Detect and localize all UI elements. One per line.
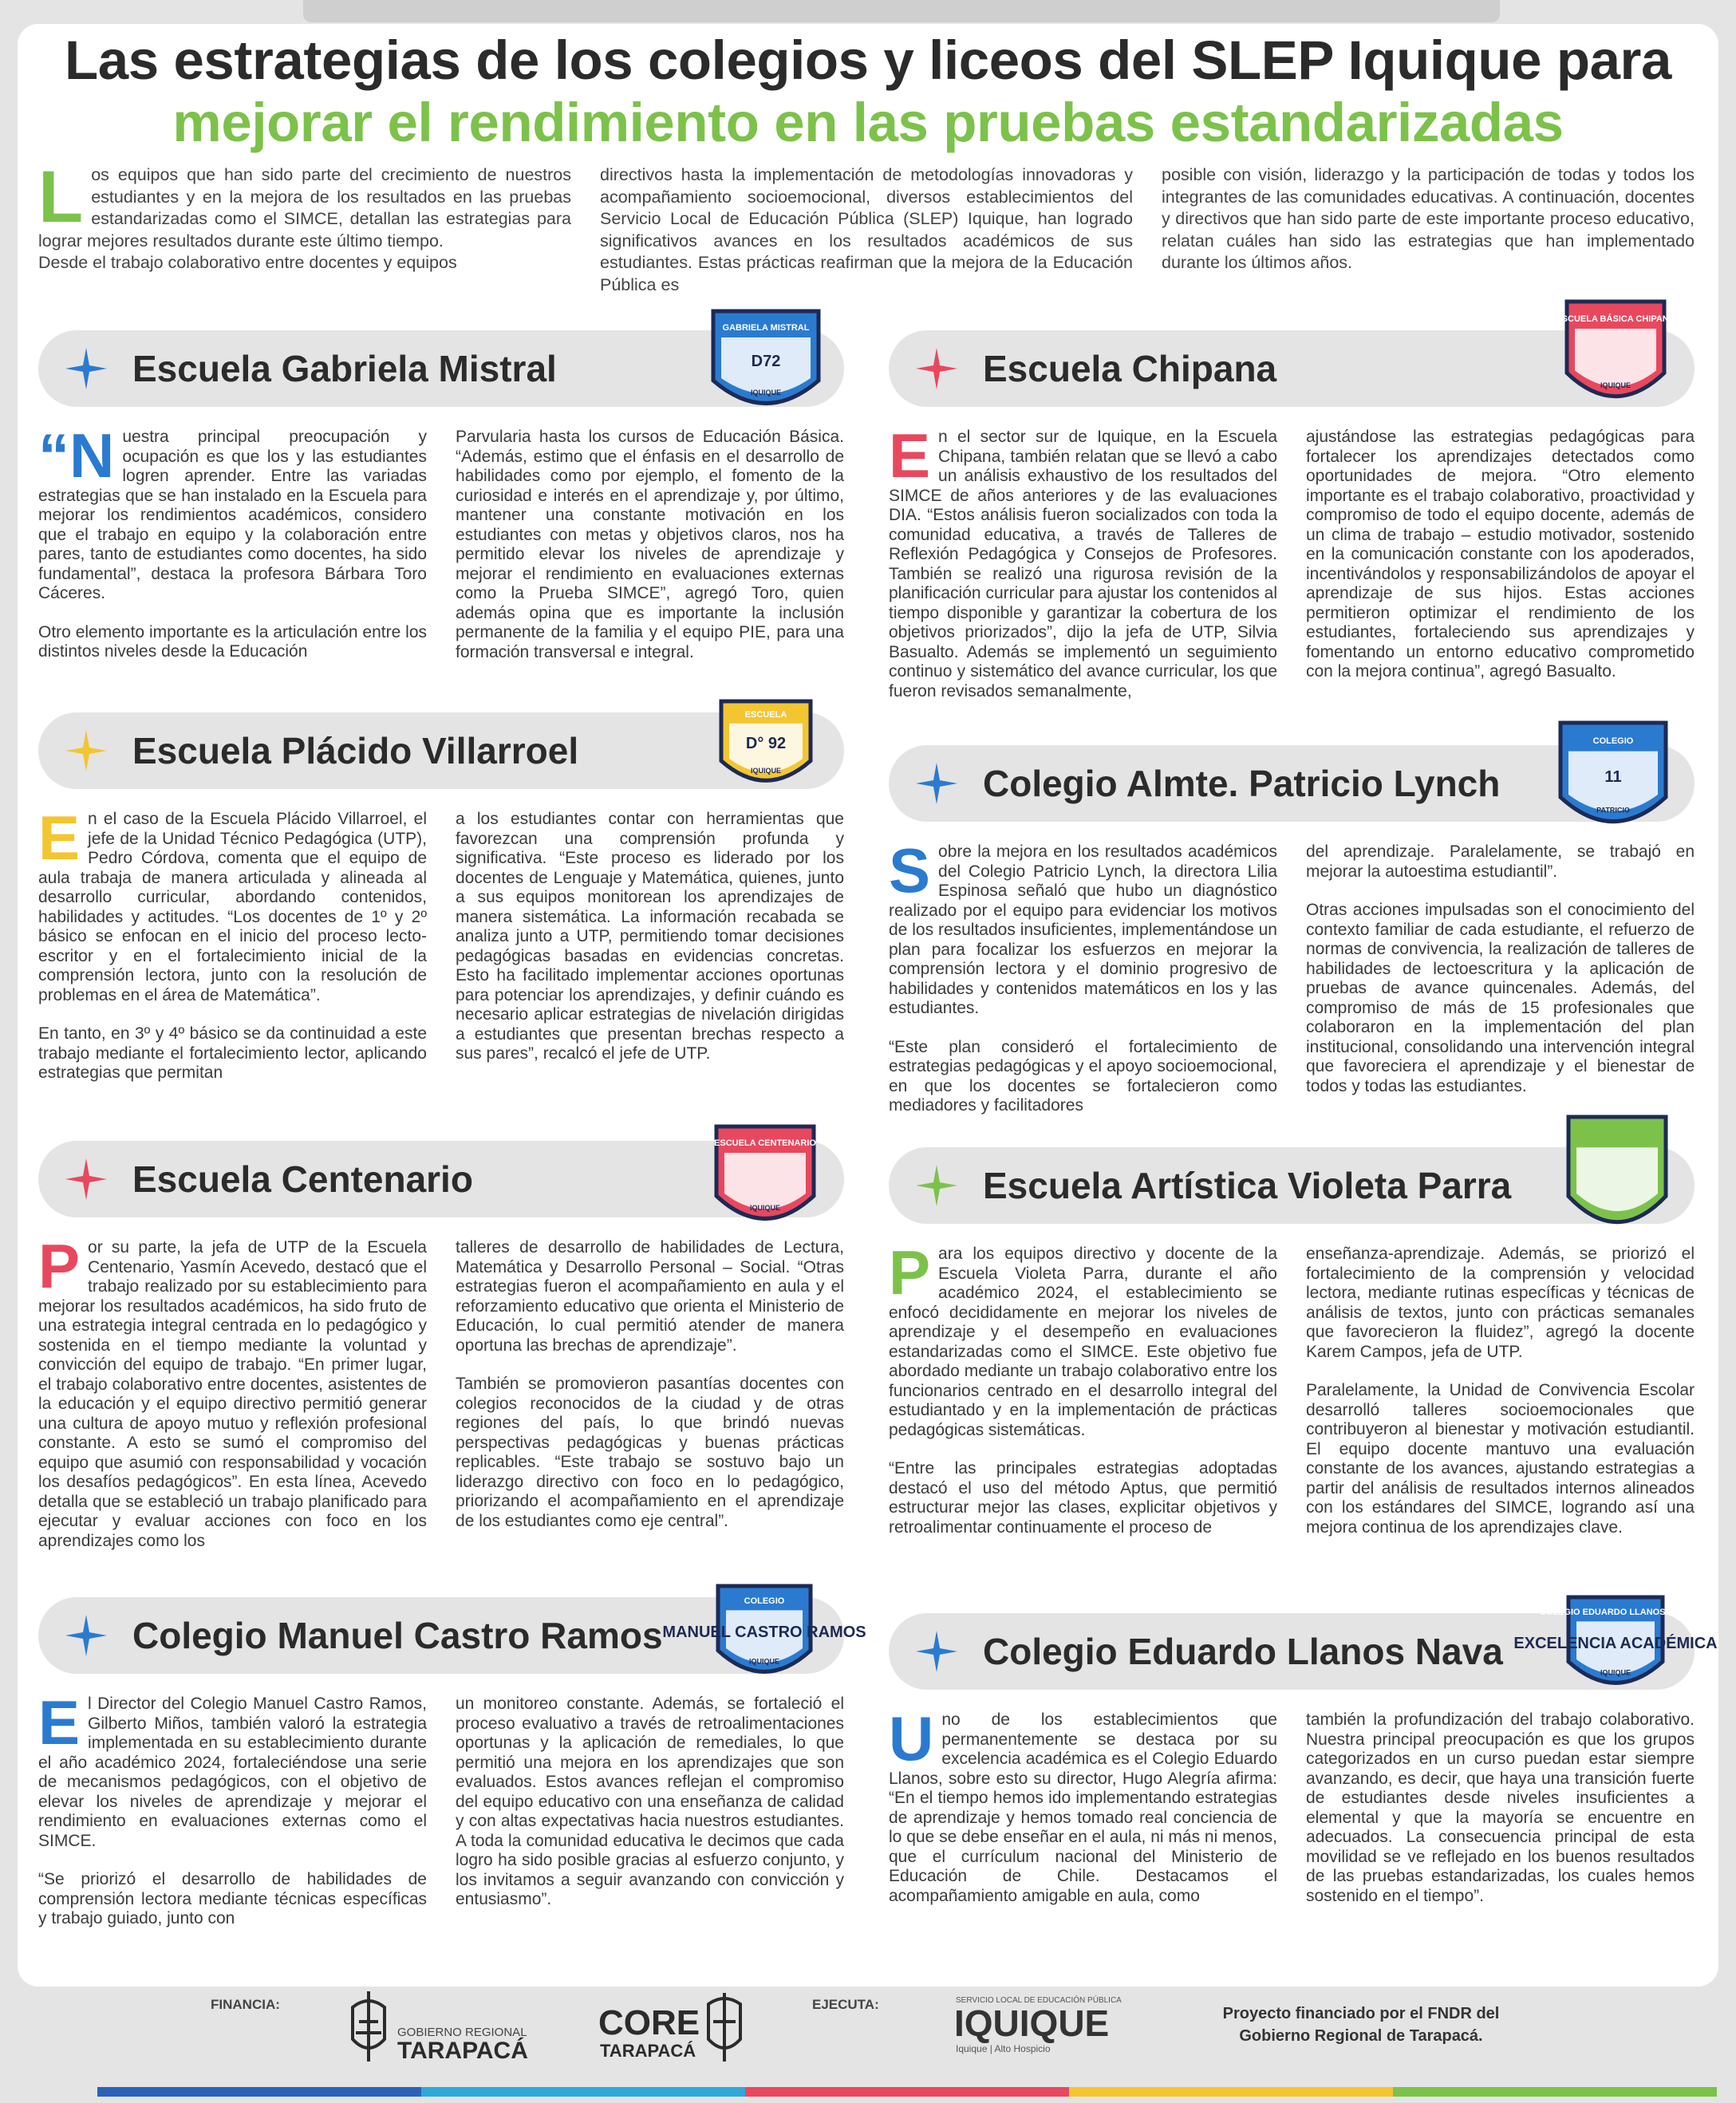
gore-tarapaca-logo <box>345 1990 552 2066</box>
paragraph-text: n el caso de la Escuela Plácido Villarroel, el jefe de la Unidad Técnico Pedagógica (UTP), Pedro Córdova, comenta que el equipo de aula trabaja de manera articulada y alineada al desarrollo curricular, abordando contenidos, habilidades y actitudes. “Los docentes de 1º y 2º básico se enfocan en el inicio del proceso lecto-escritor y en el fortalecimiento inicial de la comprensión lectora, junto con la resolución de problemas en el área de Matemática”. <box>38 810 427 1004</box>
core-small-text: TARAPACÁ <box>600 2041 696 2061</box>
crest-text-mid: D° 92 <box>745 735 787 752</box>
intro-paragraph-1: os equipos que han sido parte del crecimiento de nuestros estudiantes y en la mejora de los resultados en las pruebas estandarizadas como el SIMCE, detallan las estrategias para lograr mejores resultados durante este último tiempo. <box>38 165 571 251</box>
article-column-2 <box>1306 842 1695 1135</box>
crest-text-top: COLEGIO <box>1592 736 1634 746</box>
headline-line-1: Las estrategias de los colegios y liceos del SLEP Iquique para <box>64 30 1671 91</box>
intro-paragraph-4: posible con visión, liderazgo y la participación de todas y todos los integrantes de las comunidades educativas. A continuación, docentes y directivos que han sido parte de este importante proceso educativo, relatan cuáles han sido las estrategias que han implementado durante los últimos años. <box>1162 165 1695 272</box>
slep-big-text: IQUIQUE <box>954 2002 1110 2044</box>
stripe-segment <box>421 2087 745 2097</box>
crest-shield-icon <box>710 306 822 426</box>
article-paragraph: Parvularia hasta los cursos de Educación Básica. “Además, estimo que el énfasis en el desarrollo de habilidades como por ejemplo, el fomento de la curiosidad e interés en el aprendizaje y, por último, mantener una constante motivación en los estudiantes con metas y objetivos claros, nos ha permitido elevar los niveles de aprendizaje y mejorar el rendimiento en evaluaciones externas como la Prueba SIMCE”, agregó Toro, quien además opina que es importante la inclusión permanente de la familia y el equipo PIE, para una formación transversal e integral. <box>456 428 844 661</box>
star-icon <box>65 1158 107 1200</box>
article-column-1 <box>889 1237 1277 1557</box>
school-logo-crest-icon <box>1556 297 1675 420</box>
intro-column-2 <box>600 164 1133 296</box>
crest-text-bottom: IQUIQUE <box>750 767 782 775</box>
crest-text-top: ESCUELA BÁSICA CHIPANA <box>1556 314 1675 324</box>
financia-label: FINANCIA: <box>211 1997 280 2012</box>
dropcap-char: U <box>889 1703 934 1774</box>
article-paragraph: del aprendizaje. Paralelamente, se trabajó en mejorar la autoestima estudiantil”. <box>1306 842 1695 881</box>
article-body <box>889 420 1695 720</box>
crest-text-top: COLEGIO EDUARDO LLANOS NAVA <box>1539 1608 1692 1617</box>
dropcap-char: P <box>38 1231 81 1301</box>
article-paragraph <box>38 1231 427 1551</box>
intro-dropcap: L <box>38 156 84 238</box>
article-paragraph <box>889 1237 1277 1440</box>
intro-column-3 <box>1162 164 1695 296</box>
crest-text-top: COLEGIO <box>744 1596 785 1606</box>
crest-text-top: ESCUELA CENTENARIO <box>714 1138 816 1148</box>
star-icon <box>916 1165 957 1206</box>
dropcap-letter <box>889 1703 934 1774</box>
article-paragraph: Paralelamente, la Unidad de Convivencia Escolar desarrolló talleres socioemocionales que contribuyeron al bienestar y motivación estudiantil. El equipo docente mantuvo una evaluación constante de los avances, ajustando estrategias a partir del análisis de resultados internos alineados con los estándares del SIMCE, logrando así una mejora continua de los aprendizajes clave. <box>1306 1381 1695 1537</box>
dropcap-char: E <box>38 803 81 873</box>
article-paragraph: Otras acciones impulsadas son el conocimiento del contexto familiar de cada estudiante, el refuerzo de normas de convivencia, la realización de talleres de habilidades de lectoescritura y la aplicación de pruebas de avance quincenales. Además, del compromiso de más de 15 profesionales que colaboraron en la implementación del plan institucional, consolidando una intervención integral que favoreciera el aprendizaje y el bienestar de todos y todas las estudiantes. <box>1306 901 1695 1095</box>
crest-text-top: GABRIELA MISTRAL <box>722 323 810 333</box>
stripe-segment <box>97 2087 421 2097</box>
article-paragraph <box>889 1038 1277 1116</box>
star-icon <box>65 348 107 389</box>
dropcap-letter <box>889 835 931 906</box>
school-logo-crest-icon <box>710 306 822 426</box>
article-column-1 <box>889 1703 1277 1925</box>
article-paragraph: ajustándose las estrategias pedagógicas para fortalecer los aprendizajes detectados como oportunidades de mejora. “Otro elemento importante es el trabajo colaborativo, proactividad y compromiso de todo el equipo docente, además de un clima de trabajo – estudio motivador, sostenido en la comunicación constante con los apoderados, incentivándolos y responsabilizándolos de apoyar el aprendizaje de sus hijos. Estas acciones permitieron optimizar el rendimiento de los estudiantes, fortaleciendo sus aprendizajes y fomentando un entorno educativo comprometido con la mejora continua”, agregó Basualto. <box>1306 428 1695 681</box>
paragraph-text: En tanto, en 3º y 4º básico se da continuidad a este trabajo mediante el fortalecimiento lector, aplicando estrategias que permitan <box>38 1024 427 1082</box>
crest-text-mid: 11 <box>1604 768 1622 786</box>
dropcap-prefix: “ <box>38 420 69 491</box>
color-stripe <box>97 2087 1717 2097</box>
article-body <box>889 835 1695 1135</box>
article-column-1 <box>38 803 427 1103</box>
article-column-2 <box>456 1695 844 1948</box>
paragraph-text: or su parte, la jefa de UTP de la Escuela Centenario, Yasmín Acevedo, destacó que el trabajo realizado por su establecimiento para mejorar los resultados académicos, ha sido fruto de una estrategia integral centrada en lo pedagógico y sostenida en el tiempo mediante la voluntad y convicción del equipo de trabajo. “En primer lugar, el trabajo colaborativo entre docentes, asistentes de la educación y el equipo directivo permitió generar una cultura de apoyo mutuo y reflexión profesional constante. A esto se sumó el compromiso del equipo que asumió con responsabilidad y vocación los desafíos pedagógicos”. En esta línea, Acevedo detalla que se estableció un trabajo planificado para ejecutar y evaluar acciones con foco en los aprendizajes como los <box>38 1238 427 1550</box>
article-body <box>889 1237 1695 1557</box>
crest-shield-icon <box>1557 718 1669 846</box>
article-column-1 <box>889 835 1277 1135</box>
crest-shield-icon <box>662 1581 866 1693</box>
star-icon <box>916 1631 957 1672</box>
paragraph-text: obre la mejora en los resultados académicos del Colegio Patricio Lynch, la directora Lilia Espinosa señaló que hubo un diagnóstico realizado por el equipo para evidenciar los motivos de los resultados insuficientes, implementándose un plan para focalizar los esfuerzos en mejorar la comprensión lectora y el dominio progresivo de habilidades y contenidos matemáticos en los y las estudiantes. <box>889 842 1277 1017</box>
article-paragraph: enseñanza-aprendizaje. Además, se priorizó el fortalecimiento de la comprensión y velocidad lectora, mediante rutinas específicas y técnicas de análisis de textos, junto con prácticas semanales que favorecieron la fluidez”, agregó la docente Karem Campos, jefa de UTP. <box>1306 1245 1695 1361</box>
crest-shield-icon <box>1556 297 1675 420</box>
school-section-7 <box>38 1596 866 1948</box>
gore-crest-icon <box>353 1991 385 2062</box>
article-paragraph <box>38 1024 427 1083</box>
school-section-4 <box>889 736 1695 1135</box>
article-body <box>38 1687 844 1948</box>
dropcap-letter <box>38 1687 81 1758</box>
school-name: Escuela Centenario <box>132 1158 473 1200</box>
article-column-1 <box>38 1231 427 1570</box>
article-paragraph <box>38 623 427 662</box>
crest-text-mid: D72 <box>751 353 781 370</box>
dropcap-letter <box>889 420 931 491</box>
school-section-1 <box>38 323 844 681</box>
slep-small-text: SERVICIO LOCAL DE EDUCACIÓN PÚBLICA <box>956 1996 1122 2005</box>
dropcap-char: E <box>889 420 931 491</box>
paragraph-text: “Entre las principales estrategias adoptadas destacó el uso del método Aptus, que permitió estructurar mejor las clases, explicitar objetivos y retroalimentar continuamente el proceso de <box>889 1459 1277 1537</box>
star-icon <box>916 763 957 804</box>
paragraph-text: l Director del Colegio Manuel Castro Ramos, Gilberto Miños, también valoró la estrategia implementada en su establecimiento durante el año académico 2024, fortaleciéndose una serie de mecanismos pedagógicos, con el objetivo de elevar los niveles de aprendizaje y mejorar el rendimiento en evaluaciones externas como el SIMCE. <box>38 1695 427 1850</box>
paragraph-text: n el sector sur de Iquique, en la Escuela Chipana, también relatan que se llevó a cabo un análisis exhaustivo de los resultados del SIMCE de años anteriores y de las evaluaciones DIA. “Estos análisis fueron socializados con toda la comunidad educativa, a través de Talleres de Reflexión Pedagógica y Consejos de Profesores. También se realizó una rigurosa revisión de la planificación curricular para ajustar los contenidos al tiempo disponible y garantizar la cobertura de los objetivos priorizados”, dijo la jefa de UTP, Silvia Basualto. Además se implementó un seguimiento continuo y sistemático del avance curricular, los que fueron revisados semanalmente, <box>889 428 1277 700</box>
crest-text-bottom: IQUIQUE <box>1600 381 1631 389</box>
school-name: Colegio Almte. Patricio Lynch <box>983 763 1501 804</box>
stripe-segment <box>1069 2087 1393 2097</box>
article-column-2 <box>1306 1245 1695 1557</box>
article-paragraph: también la profundización del trabajo colaborativo. Nuestra principal preocupación es que los grupos categorizados en un curso puedan estar siempre avanzando, es decir, que haya una transición fuerte de estudiantes desde niveles insuficientes a elemental y que la mayoría se encuentre en adecuados. La consecuencia principal de esta movilidad se ve reflejado en los buenos resultados de las pruebas estandarizadas, los cuales hemos sostenido en el tiempo”. <box>1306 1710 1695 1905</box>
article-column-1 <box>38 420 427 681</box>
crest-text-bottom: IQUIQUE <box>749 1204 781 1212</box>
school-logo-crest-icon <box>662 1581 866 1693</box>
crest-shield-icon <box>1513 1592 1718 1704</box>
paragraph-text: ara los equipos directivo y docente de la Escuela Violeta Parra, durante el año académico 2024, el establecimiento se enfocó decididamente en mejorar los niveles de aprendizaje y el desempeño en evaluaciones estandarizadas como el SIMCE. Este objetivo fue abordado mediante un trabajo colaborativo entre los funcionarios centrado en el desarrollo integral del estudiantado y en la implementación de prácticas pedagógicas sistemáticas. <box>889 1245 1277 1439</box>
school-name: Colegio Manuel Castro Ramos <box>132 1615 663 1656</box>
dropcap-char: N <box>69 420 115 491</box>
crest-shield-icon <box>1565 1112 1669 1248</box>
paragraph-text: no de los establecimientos que permanentemente se destaca por su excelencia académica es el Colegio Eduardo Llanos, sobre esto su director, Hugo Alegría afirma: “En el tiempo hemos ido implementando estrategias de aprendizaje y hemos tomado real conciencia de lo que se debe enseñar en el aula, ni más ni menos, que el currículum nacional del Ministerio de Educación de Chile. Destacamos el acompañamiento amigable en aula, como <box>889 1710 1277 1905</box>
school-section-8 <box>889 1608 1718 1925</box>
school-logo-crest-icon <box>713 1122 817 1241</box>
gore-small-text: GOBIERNO REGIONAL <box>397 2026 527 2039</box>
stripe-segment <box>1393 2087 1717 2097</box>
school-section-2 <box>889 314 1695 720</box>
gore-big-text: TARAPACÁ <box>397 2038 528 2064</box>
crest-text-mid: MANUEL CASTRO RAMOS <box>662 1624 866 1641</box>
article-body <box>38 803 844 1103</box>
article-column-2 <box>1306 428 1695 720</box>
crest-text-bottom: PATRICIO <box>1596 806 1630 815</box>
slep-iquique-logo <box>954 1991 1162 2068</box>
school-logo-crest-icon <box>1513 1592 1718 1704</box>
article-column-1 <box>38 1687 427 1948</box>
ejecuta-label: EJECUTA: <box>812 1997 879 2012</box>
school-name: Escuela Gabriela Mistral <box>132 348 557 389</box>
school-logo-crest-icon <box>1557 718 1669 846</box>
school-logo-crest-icon <box>718 696 814 800</box>
article-paragraph <box>889 1703 1277 1906</box>
school-section-6 <box>889 1147 1695 1557</box>
intro-text <box>38 156 1695 296</box>
star-icon <box>65 730 107 771</box>
school-section-5 <box>38 1138 844 1570</box>
core-big-text: CORE <box>598 2003 700 2042</box>
star-icon <box>65 1615 107 1656</box>
article-body <box>38 1231 844 1570</box>
dropcap-char: E <box>38 1687 81 1758</box>
crest-text-bottom: IQUIQUE <box>750 389 782 397</box>
paragraph-text: uestra principal preocupación y ocupación es que los y las estudiantes logren aprender. Entre las variadas estrategias que se han instalado en la Escuela para mejorar los rendimientos académicos, considero que el trabajo en equipo y la colaboración entre pares, tanto de estudiantes como docentes, ha sido fundamental”, destaca la profesora Bárbara Toro Cáceres. <box>38 428 427 602</box>
intro-paragraph-2: Desde el trabajo colaborativo entre docentes y equipos <box>38 253 457 272</box>
star-icon <box>916 348 957 389</box>
article-column-2 <box>1306 1710 1695 1925</box>
school-logo-crest-icon <box>1565 1112 1669 1248</box>
top-strip <box>303 0 1500 22</box>
school-name: Escuela Chipana <box>983 348 1277 389</box>
paragraph-text: Otro elemento importante es la articulación entre los distintos niveles desde la Educación <box>38 622 427 661</box>
paragraph-text: “Este plan consideró el fortalecimiento de estrategias pedagógicas y el apoyo socioemocional, en que los docentes se fortalecieron como mediadores y facilitadores <box>889 1037 1277 1115</box>
article-paragraph: a los estudiantes contar con herramientas que favorezcan una comprensión profunda y significativa. “Este proceso es liderado por los docentes de Lenguaje y Matemática, quienes, junto a sus equipos monitorean los aprendizajes de manera sistemática. La información recabada se analiza junto a UTP, permitiendo tomar decisiones pedagógicas basadas en evidencias concretas. Esto ha facilitado implementar acciones oportunas para potenciar los aprendizajes, y definir cuándo es necesario aplicar estrategias de nivelación dirigidas a estudiantes que presentan brechas respecto a sus pares”, recalcó el jefe de UTP. <box>456 810 844 1063</box>
school-name: Colegio Eduardo Llanos Nava <box>983 1631 1503 1672</box>
fndr-note: Proyecto financiado por el FNDR del Gobierno Regional de Tarapacá. <box>1222 2005 1500 2045</box>
article-column-1 <box>889 420 1277 720</box>
article-paragraph: talleres de desarrollo de habilidades de Lectura, Matemática y Desarrollo Personal – Social. “Otras estrategias fueron el acompañamiento en aula y el reforzamiento educativo que orienta el Ministerio de Educación, lo cual permitió atender de manera oportuna las brechas de aprendizaje”. <box>456 1238 844 1355</box>
article-paragraph <box>38 803 427 1005</box>
article-column-2 <box>456 810 844 1103</box>
crest-text-bottom: IQUIQUE <box>1600 1668 1631 1677</box>
dropcap-letter <box>38 420 115 491</box>
article-body <box>889 1703 1695 1925</box>
school-name: Escuela Artística Violeta Parra <box>983 1165 1512 1206</box>
dropcap-letter <box>38 1231 81 1301</box>
article-paragraph <box>889 420 1277 701</box>
crest-text-mid: EXCELENCIA ACADÉMICA <box>1513 1635 1718 1652</box>
article-paragraph: También se promovieron pasantías docentes con colegios reconocidos de la ciudad y de otras regiones del país, lo que brindó nuevas perspectivas pedagógicas y buenas prácticas replicables. “Este trabajo se sostuvo bajo un liderazgo directivo con foco en lo pedagógico, priorizando el acompañamiento en el aprendizaje de los estudiantes como eje central”. <box>456 1375 844 1530</box>
paragraph-text: “Se priorizó el desarrollo de habilidades de comprensión lectora mediante técnicas específicas y trabajo guiado, junto con <box>38 1870 427 1927</box>
headline-line-2: mejorar el rendimiento en las pruebas estandarizadas <box>172 92 1564 153</box>
article-paragraph <box>889 1459 1277 1537</box>
article-paragraph: un monitoreo constante. Además, se fortaleció el proceso evaluativo a través de retroalimentaciones oportunas y la aplicación de remediales, lo que permitió una mejora en los aprendizajes que son evaluados. Estos avances reflejan el compromiso del equipo educativo con una enseñanza de calidad y con altas expectativas hacia nuestros estudiantes. A toda la comunidad educativa le decimos que cada logro ha sido posible gracias al esfuerzo conjunto, y los invitamos a seguir avanzando con convicción y entusiasmo”. <box>456 1695 844 1908</box>
dropcap-letter <box>889 1237 931 1308</box>
school-name: Escuela Plácido Villarroel <box>132 730 579 771</box>
crest-shield-icon <box>713 1122 817 1241</box>
core-crest-icon <box>708 1993 740 2062</box>
article-body <box>38 420 844 681</box>
article-paragraph <box>38 1870 427 1929</box>
intro-column-1 <box>38 156 571 296</box>
article-paragraph <box>38 420 427 604</box>
article-paragraph <box>38 1687 427 1851</box>
crest-text-bottom: IQUIQUE <box>748 1657 780 1666</box>
article-paragraph <box>889 835 1277 1019</box>
article-column-2 <box>456 1238 844 1570</box>
article-column-2 <box>456 428 844 681</box>
school-section-3 <box>38 712 844 1103</box>
core-tarapaca-logo <box>597 1990 756 2066</box>
dropcap-char: S <box>889 835 931 906</box>
crest-text-top: ESCUELA <box>744 710 787 720</box>
slep-sub-text: Iquique | Alto Hospicio <box>956 2043 1051 2054</box>
intro-paragraph-3: directivos hasta la implementación de metodologías innovadoras y acompañamiento socioemocional, diversos establecimientos del Servicio Local de Educación Pública (SLEP) Iquique, han logrado significativos avances en los resultados académicos de sus estudiantes. Estas prácticas reafirman que la mejora de la Educación Pública es <box>600 165 1133 294</box>
dropcap-char: P <box>889 1237 931 1308</box>
crest-shield-icon <box>718 696 814 800</box>
stripe-segment <box>745 2087 1069 2097</box>
dropcap-letter <box>38 803 81 873</box>
